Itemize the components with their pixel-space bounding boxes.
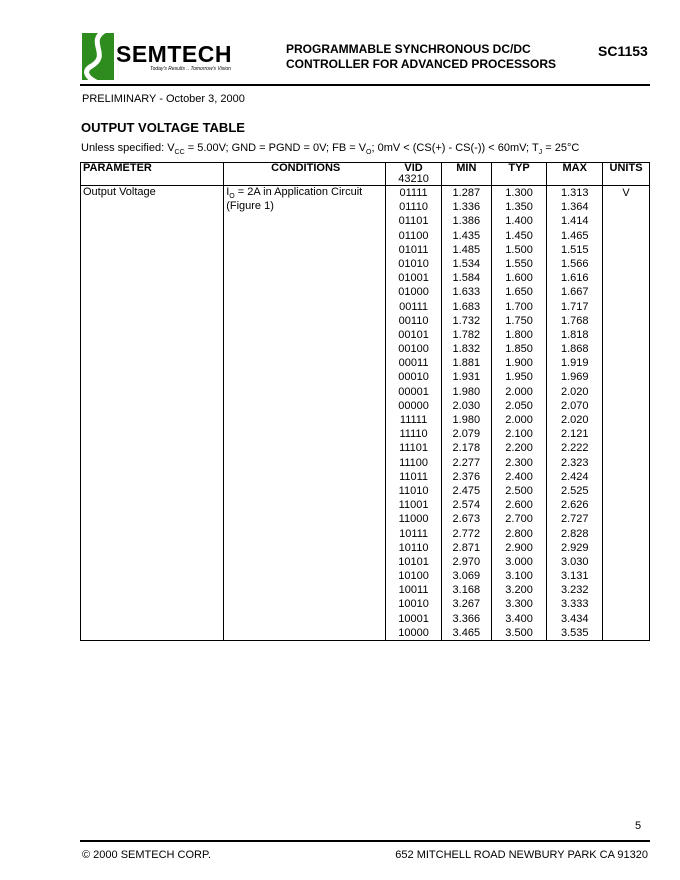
vid-value: 01011	[398, 243, 429, 256]
min-value: 2.772	[452, 527, 481, 540]
max-value: 3.333	[560, 598, 589, 611]
max-value: 3.030	[560, 555, 589, 568]
max-value: 3.232	[560, 584, 589, 597]
typ-value: 1.600	[505, 272, 533, 285]
cond-i: I	[226, 186, 230, 198]
header-min: MIN	[441, 163, 491, 186]
min-value: 1.435	[452, 229, 481, 242]
typ-value: 3.000	[505, 555, 533, 568]
max-value: 2.020	[560, 414, 589, 426]
vid-value: 00000	[398, 399, 429, 412]
min-value: 3.267	[452, 598, 481, 611]
max-value: 2.020	[560, 385, 589, 398]
min-value: 2.079	[452, 428, 481, 441]
vid-value: 11001	[398, 499, 429, 512]
typ-value: 3.100	[505, 570, 533, 583]
max-value: 1.364	[560, 201, 589, 214]
max-value: 1.465	[560, 229, 589, 242]
max-value: 2.929	[560, 541, 589, 554]
max-value: 1.717	[560, 300, 589, 313]
cond-prefix: Unless specified: V	[81, 142, 175, 154]
min-value: 3.069	[452, 570, 481, 583]
page-number: 5	[635, 820, 642, 832]
header-typ: TYP	[491, 163, 547, 186]
typ-column	[491, 186, 547, 641]
vid-value: 10010	[398, 598, 429, 611]
conditions-cell	[224, 186, 386, 641]
max-value: 1.616	[560, 272, 589, 285]
max-value: 3.434	[560, 612, 589, 625]
cond-sub-o: O	[366, 149, 372, 157]
header-rule	[80, 84, 650, 86]
vid-value: 10101	[398, 555, 429, 568]
footer-address: 652 MITCHELL ROAD NEWBURY PARK CA 91320	[395, 849, 648, 861]
semtech-logo-icon	[82, 33, 114, 80]
min-value: 1.534	[452, 257, 481, 270]
vid-value: 10111	[399, 527, 429, 540]
vid-value: 00001	[398, 385, 429, 398]
vid-value: 00011	[398, 357, 429, 370]
title-line-2: CONTROLLER FOR ADVANCED PROCESSORS	[286, 57, 557, 71]
vid-value: 10001	[398, 612, 429, 625]
typ-value: 3.300	[505, 598, 533, 611]
typ-value: 2.700	[505, 513, 533, 526]
typ-value: 1.350	[505, 201, 533, 214]
footer-copyright: © 2000 SEMTECH CORP.	[82, 849, 211, 861]
test-conditions	[81, 142, 579, 156]
max-value: 1.969	[560, 371, 589, 384]
vid-value: 10100	[398, 570, 429, 583]
typ-value: 2.200	[505, 442, 533, 455]
typ-value: 1.450	[505, 229, 533, 242]
vid-value: 11110	[399, 428, 428, 441]
max-value: 1.414	[560, 215, 589, 228]
units-value: V	[622, 187, 630, 199]
max-value: 1.515	[560, 243, 589, 256]
typ-value: 2.900	[505, 541, 533, 554]
max-value: 2.121	[560, 428, 589, 441]
section-heading: OUTPUT VOLTAGE TABLE	[81, 120, 245, 135]
min-value: 1.980	[452, 385, 481, 398]
min-value: 2.871	[452, 541, 481, 554]
page-header	[80, 33, 650, 85]
max-value: 3.535	[560, 626, 589, 639]
logo-tagline: Today's Results .. Tomorrow's Vision	[150, 66, 231, 72]
max-value: 2.626	[560, 499, 589, 512]
vid-value: 10011	[398, 584, 429, 597]
max-value: 3.131	[560, 570, 589, 583]
vid-value: 11100	[399, 456, 429, 469]
typ-value: 1.650	[505, 286, 533, 299]
cond-i-sub: O	[229, 193, 235, 201]
min-value: 2.475	[452, 484, 481, 497]
min-value: 1.881	[452, 357, 481, 370]
cond-sub-j: J	[538, 149, 543, 157]
typ-value: 1.950	[505, 371, 533, 384]
max-value: 2.828	[560, 527, 589, 540]
condition-line-1	[226, 186, 385, 200]
min-value: 1.683	[452, 300, 481, 313]
cond-mid-2: ; 0mV < (CS(+) - CS(-)) < 60mV; T	[371, 142, 539, 154]
min-value: 2.376	[452, 470, 481, 483]
min-column	[441, 186, 491, 641]
part-number: SC1153	[598, 43, 648, 59]
min-value: 2.030	[452, 399, 481, 412]
max-value: 1.313	[560, 187, 589, 199]
min-value: 1.732	[452, 314, 481, 327]
parameter-cell: Output Voltage	[81, 186, 224, 641]
min-value: 2.970	[452, 555, 481, 568]
typ-value: 1.750	[505, 314, 533, 327]
vid-value: 00010	[398, 371, 429, 384]
min-value: 2.178	[452, 442, 481, 455]
typ-value: 1.400	[505, 215, 533, 228]
cond-sub-cc: CC	[174, 149, 185, 157]
typ-value: 2.100	[505, 428, 533, 441]
units-cell	[603, 186, 650, 641]
vid-value: 00110	[398, 314, 429, 327]
vid-value: 01100	[398, 229, 429, 242]
max-value: 2.323	[560, 456, 589, 469]
min-value: 3.366	[452, 612, 481, 625]
typ-value: 2.600	[505, 499, 533, 512]
vid-value: 01111	[399, 187, 428, 199]
typ-value: 1.500	[505, 243, 533, 256]
max-value: 2.525	[560, 484, 589, 497]
header-vid	[386, 163, 442, 186]
vid-value: 01101	[398, 215, 429, 228]
header-units: UNITS	[603, 163, 650, 186]
min-value: 2.277	[452, 456, 481, 469]
header-conditions: CONDITIONS	[224, 163, 386, 186]
typ-value: 2.500	[505, 484, 533, 497]
typ-value: 2.400	[505, 470, 533, 483]
header-parameter: PARAMETER	[81, 163, 224, 186]
typ-value: 3.500	[505, 626, 533, 639]
vid-value: 01110	[399, 201, 429, 214]
min-value: 1.287	[452, 187, 481, 199]
vid-value: 00100	[398, 343, 429, 356]
vid-value: 01010	[398, 257, 429, 270]
min-value: 1.336	[452, 201, 481, 214]
table-header-row	[81, 163, 650, 186]
min-value: 3.168	[452, 584, 481, 597]
min-value: 1.931	[452, 371, 481, 384]
typ-value: 3.200	[505, 584, 533, 597]
min-value: 2.574	[452, 499, 481, 512]
max-value: 2.727	[560, 513, 589, 526]
cond-line1-text: = 2A in Application Circuit	[234, 186, 363, 198]
vid-value: 11010	[398, 484, 429, 497]
min-value: 1.980	[452, 414, 481, 426]
min-value: 1.584	[452, 272, 481, 285]
max-column	[547, 186, 603, 641]
max-value: 1.667	[560, 286, 589, 299]
typ-value: 1.300	[505, 187, 533, 199]
typ-value: 1.850	[505, 343, 533, 356]
max-value: 1.818	[560, 328, 589, 341]
vid-value: 11101	[399, 442, 429, 455]
vid-value: 01000	[398, 286, 429, 299]
vid-value: 10000	[398, 626, 429, 639]
min-value: 1.832	[452, 343, 481, 356]
header-vid-label: VID	[404, 162, 423, 174]
typ-value: 1.900	[505, 357, 533, 370]
output-voltage-table	[80, 162, 650, 641]
typ-value: 1.700	[505, 300, 533, 313]
min-value: 1.633	[452, 286, 481, 299]
document-title	[286, 42, 556, 72]
header-vid-bits: 43210	[398, 173, 429, 185]
vid-column	[386, 186, 442, 641]
min-value: 1.386	[452, 215, 481, 228]
typ-value: 2.800	[505, 527, 533, 540]
typ-value: 3.400	[505, 612, 533, 625]
vid-value: 10110	[398, 541, 429, 554]
max-value: 2.070	[560, 399, 589, 412]
typ-value: 2.050	[505, 399, 533, 412]
vid-value: 01001	[398, 272, 429, 285]
typ-value: 2.000	[505, 414, 533, 426]
cond-mid-1: = 5.00V; GND = PGND = 0V; FB = V	[184, 142, 367, 154]
title-line-1: PROGRAMMABLE SYNCHRONOUS DC/DC	[286, 42, 531, 56]
max-value: 2.222	[560, 442, 589, 455]
table-row	[81, 186, 650, 641]
logo-wordmark: SEMTECH	[116, 41, 232, 67]
vid-value: 11111	[399, 414, 428, 426]
max-value: 1.868	[560, 343, 589, 356]
typ-value: 2.300	[505, 456, 533, 469]
max-value: 1.768	[560, 314, 589, 327]
typ-value: 2.000	[505, 385, 533, 398]
footer-rule	[80, 840, 650, 842]
vid-value: 11011	[399, 470, 429, 483]
cond-suffix: = 25°C	[542, 142, 580, 154]
max-value: 1.566	[560, 257, 589, 270]
min-value: 2.673	[452, 513, 481, 526]
header-max: MAX	[547, 163, 603, 186]
min-value: 1.485	[452, 243, 481, 256]
max-value: 1.919	[560, 357, 589, 370]
max-value: 2.424	[560, 470, 589, 483]
condition-line-2: (Figure 1)	[226, 200, 274, 213]
min-value: 1.782	[452, 328, 481, 341]
vid-value: 00101	[398, 328, 429, 341]
typ-value: 1.550	[505, 257, 533, 270]
vid-value: 11000	[398, 513, 429, 526]
status-line: PRELIMINARY - October 3, 2000	[82, 93, 245, 105]
typ-value: 1.800	[505, 328, 533, 341]
min-value: 3.465	[452, 626, 481, 639]
vid-value: 00111	[399, 300, 429, 313]
